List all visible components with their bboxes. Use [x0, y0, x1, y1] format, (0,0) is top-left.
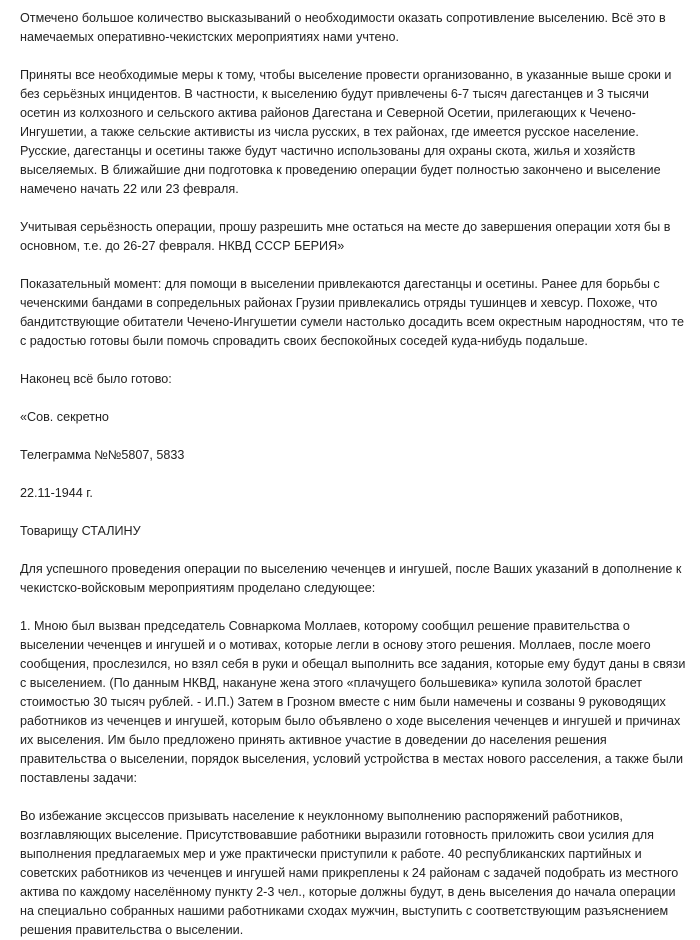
paragraph-measures-taken: Приняты все необходимые меры к тому, чтобы выселение провести организованно, в указанные выше сроки и без серьёзных инцидентов. В частности, к выселению будут привлечены 6-7 тысяч дагестанцев и 3 тысячи осетин из колхозного и сельского актива районов Дагестана и Северной Осетии, прилегающих к Чечено-Ингушетии, а также сельские активисты из числа русских, в тех районах, где имеется русское население. Русские, дагестанцы и осетины также будут частично использованы для охраны скота, жилья и хозяйств выселяемых. В ближайшие дни подготовка к проведению операции будет полностью закончено и выселение намечено начать 22 или 23 февраля. — [20, 68, 672, 196]
paragraph-stay-request: Учитывая серьёзность операции, прошу разрешить мне остаться на месте до завершения операции хотя бы в основном, т.е. до 26-27 февраля. НКВД СССР БЕРИЯ» — [20, 220, 671, 253]
classification-label: «Сов. секретно — [20, 410, 109, 424]
paragraph-avoid-excesses: Во избежание эксцессов призывать население к неуклонному выполнению распоряжений работников, возглавляющих выселение. Присутствовавшие работники выразили готовность приложить свои усилия для выполнения предлагаемых мер и уже практически приступили к работе. 40 республиканских партийных и советских работников из чеченцев и ингушей нами прикреплены к 24 районам с задачей подобрать из местного актива по каждому населённому пункту 2-3 чел., которые должны будут, в день выселения до начала операции на специально собранных нашими работниками сходах мужчин, выступить с соответствующим разъяснением решения правительства о выселении. — [20, 809, 679, 937]
paragraph-progress-intro: Для успешного проведения операции по выселению чеченцев и ингушей, после Ваших указаний в дополнение к чекистско-войсковым мероприятиям проделано следующее: — [20, 562, 682, 595]
paragraph-commentary: Показательный момент: для помощи в выселении привлекаются дагестанцы и осетины. Ранее для борьбы с чеченскими бандами в сопредельных районах Грузии привлекались отряды тушинцев и хевсур. Похоже, что бандитствующие обитатели Чечено-Ингушетии сумели настолько досадить всем окрестным народностям, что те с радостью готовы были помочь спровадить своих беспокойных соседей куда-нибудь подальше. — [20, 277, 685, 348]
telegram-numbers: Телеграмма №№5807, 5833 — [20, 448, 185, 462]
telegram-addressee: Товарищу СТАЛИНУ — [20, 524, 141, 538]
paragraph-ready: Наконец всё было готово: — [20, 372, 172, 386]
paragraph-resistance-statements: Отмечено большое количество высказываний о необходимости оказать сопротивление выселению. Всё это в намечаемых оперативно-чекистских мероприятиях нами учтено. — [20, 11, 666, 44]
paragraph-item-1: 1. Мною был вызван председатель Совнаркома Моллаев, которому сообщил решение правительства о выселении чеченцев и ингушей и о мотивах, которые легли в основу этого решения. Моллаев, после моего сообщения, прослезился, но взял себя в руки и обещал выполнить все задания, которые ему будут даны в связи с выселением. (По данным НКВД, накануне жена этого «плачущего большевика» купила золотой браслет стоимостью 30 тысяч рублей. - И.П.) Затем в Грозном вместе с ним были намечены и созваны 9 руководящих работников из чеченцев и ингушей, которым было объявлено о ходе выселения чеченцев и ингушей и причинах их выселения. Им было предложено принять активное участие в доведении до населения решения правительства о выселении, порядок выселения, условий устройства в местах нового расселения, а также были поставлены задачи: — [20, 619, 686, 785]
telegram-date: 22.11-1944 г. — [20, 486, 93, 500]
article-body — [20, 9, 692, 940]
